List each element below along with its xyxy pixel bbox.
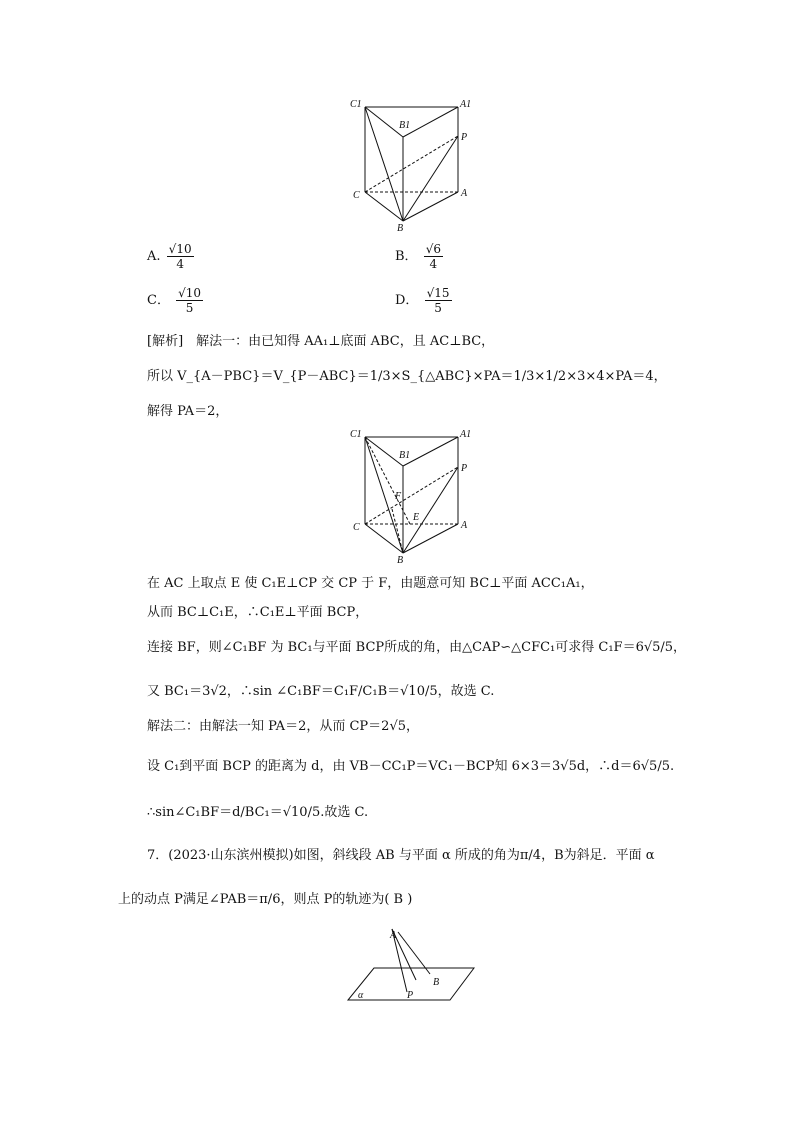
choice-b <box>395 242 445 271</box>
label-A: A <box>461 188 468 199</box>
solution-line-6: 连接 BF，则∠C₁BF 为 BC₁与平面 BCP所成的角，由△CAP∽△CFC₁可求得 C₁F＝6√5/5， <box>147 640 687 655</box>
label-A1: A1 <box>460 99 472 110</box>
choice-d-den: 5 <box>434 301 442 315</box>
choice-a-fraction <box>167 242 194 271</box>
solution-line-3: 解得 PA＝2， <box>147 404 229 419</box>
choice-b-letter: B． <box>395 249 418 264</box>
solution-line-10: ∴sin∠C₁BF＝d/BC₁＝√10/5.故选 C. <box>147 805 369 820</box>
solution-line-5: 从而 BC⊥C₁E，∴C₁E⊥平面 BCP， <box>147 605 369 620</box>
choice-b-num: √6 <box>425 242 441 256</box>
label-B: B <box>397 555 404 566</box>
label-A: A <box>390 930 397 941</box>
label-B1: B1 <box>399 120 411 131</box>
solution-line-8: 解法二：由解法一知 PA＝2，从而 CP＝2√5， <box>147 719 419 734</box>
choice-c-num: √10 <box>178 286 202 300</box>
label-C1: C1 <box>350 99 362 110</box>
choice-a <box>147 242 196 271</box>
choice-d-letter: D． <box>395 293 419 308</box>
label-E: E <box>413 512 420 523</box>
label-B: B <box>433 977 440 988</box>
choice-c-fraction <box>176 286 203 315</box>
prism-figure-1 <box>345 95 475 235</box>
solution-line-1: [解析] 解法一：由已知得 AA₁⊥底面 ABC，且 AC⊥BC， <box>147 334 495 349</box>
plane-figure-3 <box>340 922 480 1004</box>
choice-c-den: 5 <box>185 301 194 315</box>
label-A1: A1 <box>460 429 472 440</box>
label-B1: B1 <box>399 450 411 461</box>
label-P: P <box>407 990 414 1001</box>
solution-line-2: 所以 V_{A－PBC}＝V_{P－ABC}＝1/3×S_{△ABC}×PA＝1/3×1/2×3×4×PA＝4， <box>147 369 667 384</box>
label-C: C <box>353 190 360 201</box>
choice-d <box>395 286 454 315</box>
choice-d-fraction <box>425 286 452 315</box>
label-F: F <box>395 491 402 502</box>
label-alpha: α <box>358 990 364 1001</box>
label-A: A <box>461 520 468 531</box>
solution-line-4: 在 AC 上取点 E 使 C₁E⊥CP 交 CP 于 F，由题意可知 BC⊥平面 ACC₁A₁， <box>147 576 594 591</box>
label-P: P <box>461 132 468 143</box>
choice-a-num: √10 <box>168 242 192 256</box>
choice-a-den: 4 <box>176 257 184 271</box>
label-C1: C1 <box>350 429 362 440</box>
prism-figure-2 <box>345 427 475 567</box>
choice-c <box>147 286 205 315</box>
label-B: B <box>397 223 404 234</box>
question7-line-1: 7．(2023·山东滨州模拟)如图，斜线段 AB 与平面 α 所成的角为π/4，B为斜足．平面 α <box>147 848 655 863</box>
label-P: P <box>461 463 468 474</box>
solution-line-9: 设 C₁到平面 BCP 的距离为 d，由 VB－CC₁P＝VC₁－BCP知 6×3＝3√5d，∴d＝6√5/5. <box>147 759 675 774</box>
choice-a-letter: A. <box>147 249 161 264</box>
solution-line-7: 又 BC₁＝3√2，∴sin ∠C₁BF＝C₁F/C₁B＝√10/5，故选 C. <box>147 684 495 699</box>
choice-b-den: 4 <box>429 257 438 271</box>
choice-d-num: √15 <box>426 286 450 300</box>
label-C: C <box>353 522 360 533</box>
question7-line-2: 上的动点 P满足∠PAB＝π/6，则点 P的轨迹为( B ) <box>118 892 413 907</box>
choice-b-fraction <box>424 242 443 271</box>
choice-c-letter: C． <box>147 293 170 308</box>
